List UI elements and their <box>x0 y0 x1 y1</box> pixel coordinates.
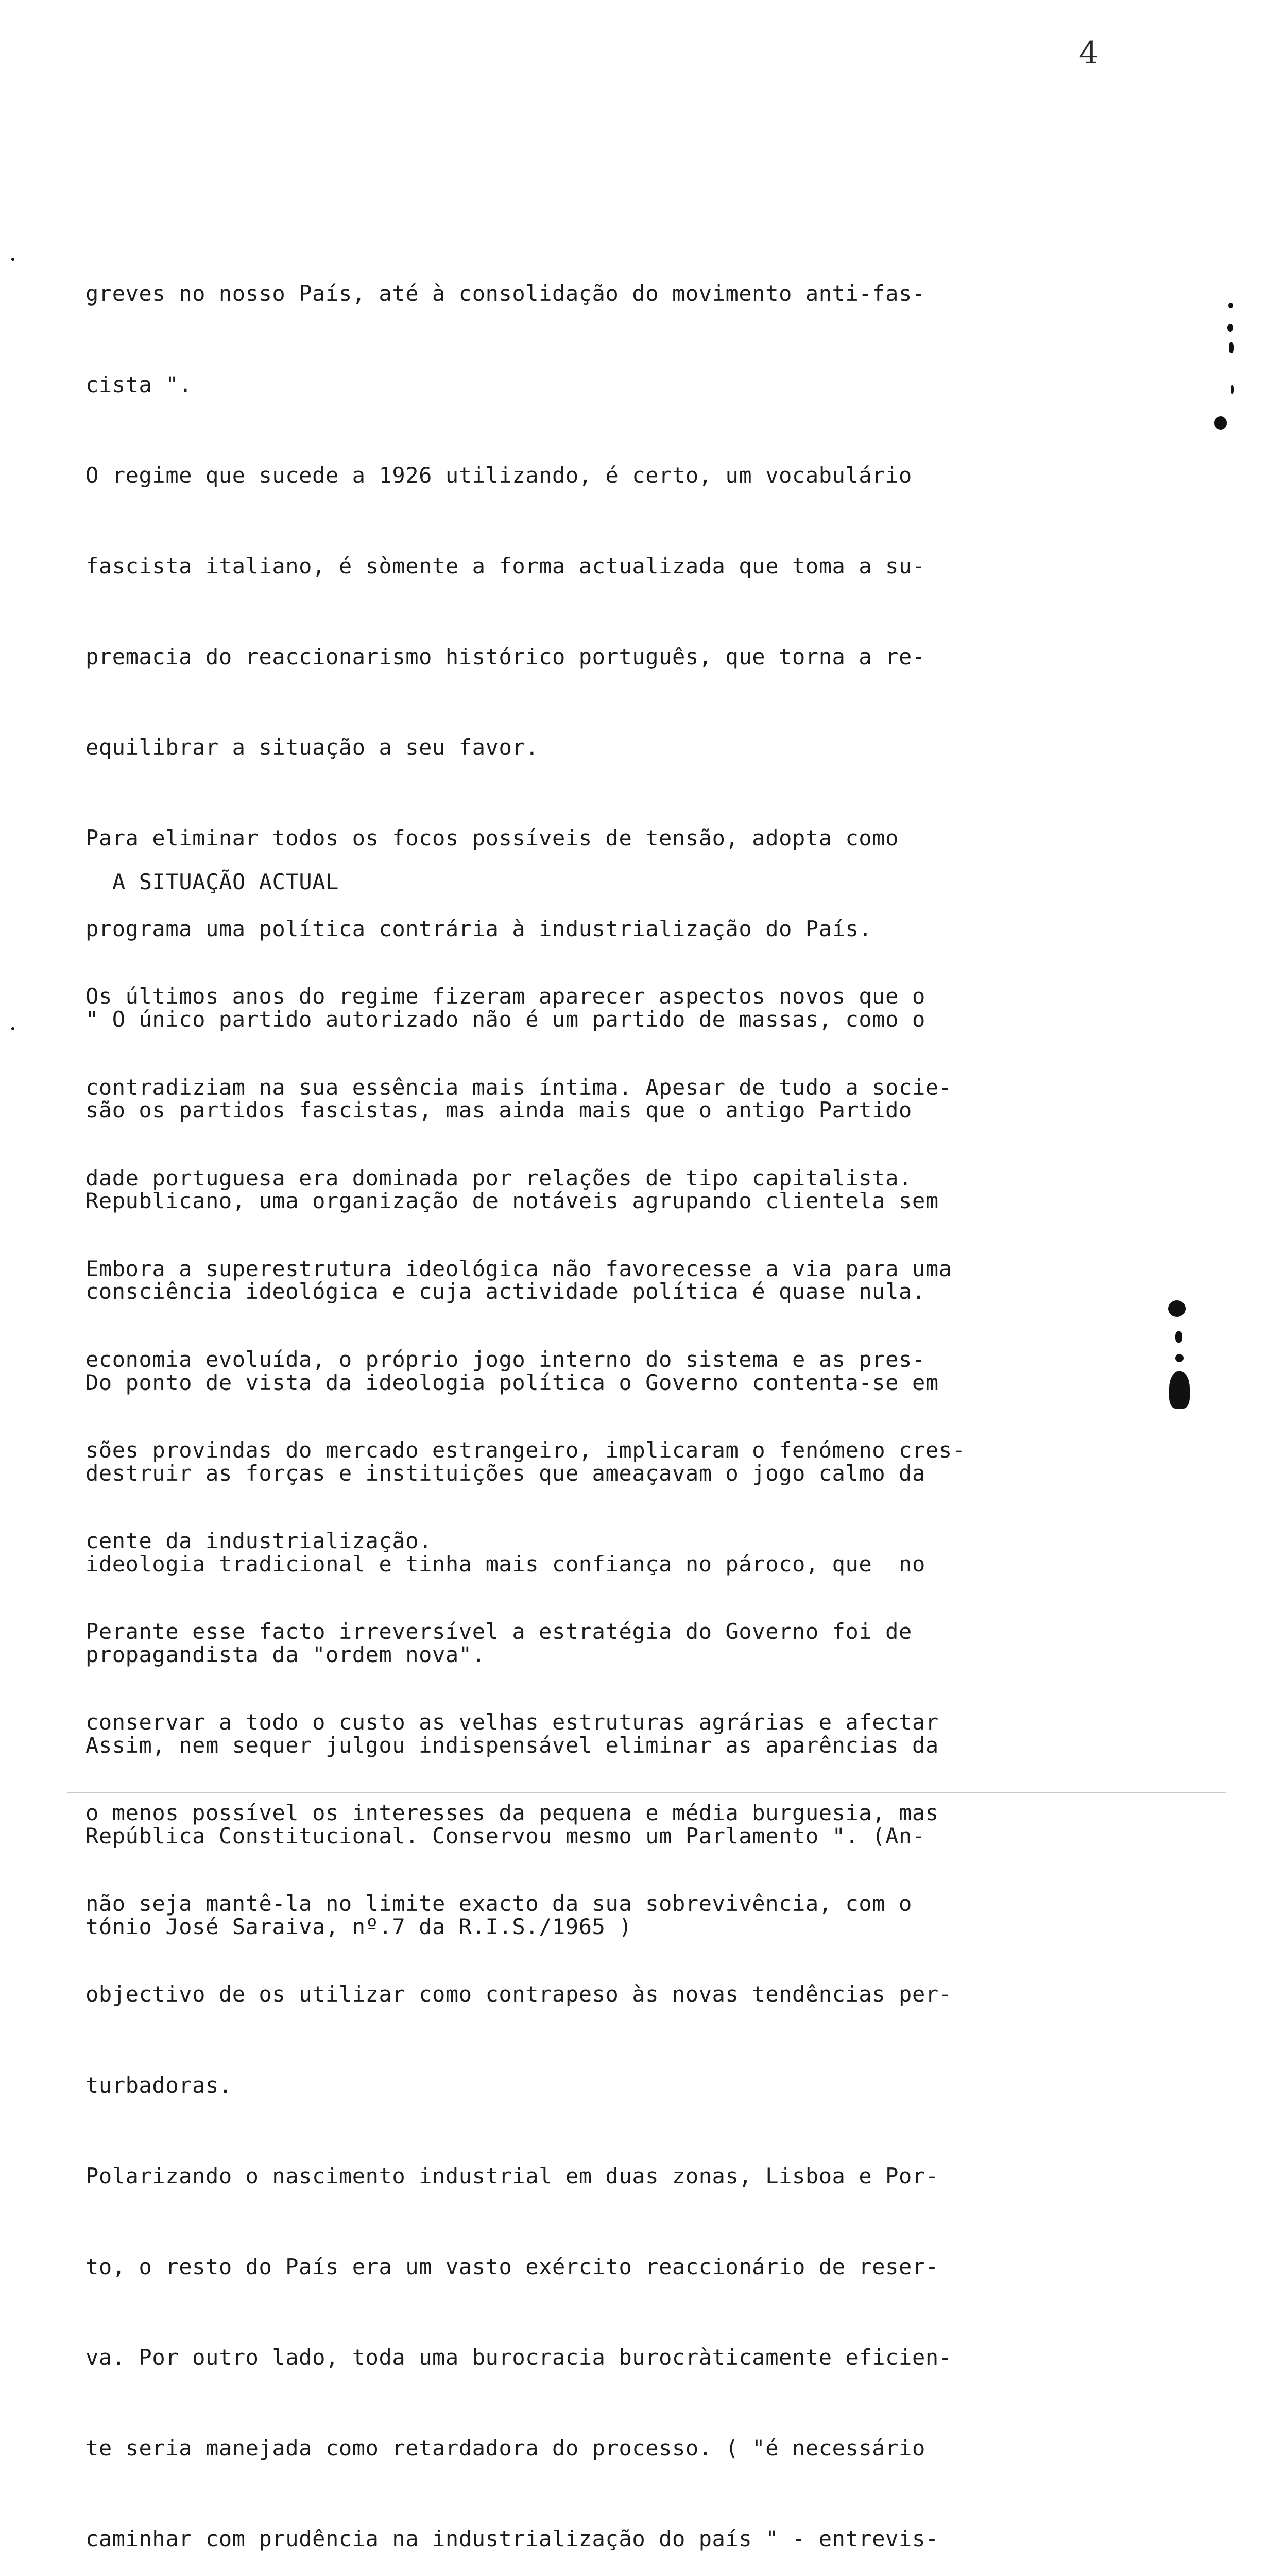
text-line: " O único partido autorizado não é um partido de massas, como o <box>85 1007 925 1032</box>
text-line: va. Por outro lado, toda uma burocracia burocràticamente eficien- <box>85 2344 952 2370</box>
text-line: greves no nosso País, até à consolidação do movimento anti-fas- <box>85 281 925 307</box>
text-line: Republicano, uma organização de notáveis agrupando clientela sem <box>85 1188 939 1214</box>
text-line: são os partidos fascistas, mas ainda mais que o antigo Partido <box>85 1097 912 1123</box>
text-line: to, o resto do País era um vasto exército reaccionário de reser- <box>85 2253 939 2279</box>
page-bottom-edge <box>67 1792 1226 1793</box>
punch-hole-mark <box>1175 1331 1182 1343</box>
section-heading: A SITUAÇÃO ACTUAL <box>112 869 339 894</box>
text-line: Para eliminar todos os focos possíveis de tensão, adopta como <box>85 825 899 851</box>
page-number: 4 <box>1079 35 1099 71</box>
body-text-bottom <box>85 921 965 2576</box>
text-line: não seja mantê-la no limite exacto da sua sobrevivência, com o <box>85 1891 912 1917</box>
punch-hole-mark <box>1231 385 1234 394</box>
text-line: te seria manejada como retardadora do processo. ( "é necessário <box>85 2435 925 2461</box>
text-line: contradiziam na sua essência mais íntima. Apesar de tudo a socie- <box>85 1074 952 1100</box>
text-line: Polarizando o nascimento industrial em duas zonas, Lisboa e Por- <box>85 2163 939 2189</box>
text-line: ideologia tradicional e tinha mais confiança no pároco, que no <box>85 1551 925 1577</box>
text-line: objectivo de os utilizar como contrapeso às novas tendências per- <box>85 1981 952 2007</box>
text-line: turbadoras. <box>85 2072 232 2098</box>
punch-hole-mark <box>1229 342 1234 353</box>
text-line: Perante esse facto irreversível a estratégia do Governo foi de <box>85 1619 912 1645</box>
text-line: O regime que sucede a 1926 utilizando, é certo, um vocabulário <box>85 462 912 488</box>
text-line: tónio José Saraiva, nº.7 da R.I.S./1965 ) <box>85 1914 632 1940</box>
punch-hole-mark <box>1175 1354 1184 1362</box>
text-line: Embora a superestrutura ideológica não favorecesse a via para uma <box>85 1256 952 1281</box>
text-line: cista ". <box>85 371 193 397</box>
margin-speck <box>11 1027 14 1030</box>
text-line: fascista italiano, é sòmente a forma actualizada que toma a su- <box>85 553 925 579</box>
text-line: Assim, nem sequer julgou indispensável eliminar as aparências da <box>85 1732 939 1758</box>
punch-hole-mark <box>1169 1371 1190 1409</box>
punch-hole-mark <box>1168 1300 1186 1317</box>
text-line: propagandista da "ordem nova". <box>85 1641 486 1667</box>
punch-hole-mark <box>1214 416 1227 430</box>
text-line: destruir as forças e instituições que ameaçavam o jogo calmo da <box>85 1460 925 1486</box>
text-line: economia evoluída, o próprio jogo interno do sistema e as pres- <box>85 1346 925 1372</box>
text-line: República Constitucional. Conservou mesmo um Parlamento ". (An- <box>85 1823 925 1849</box>
margin-speck <box>11 258 14 261</box>
text-line: Do ponto de vista da ideologia política o Governo contenta-se em <box>85 1369 939 1395</box>
text-line: caminhar com prudência na industrialização do país " - entrevis- <box>85 2526 939 2551</box>
punch-hole-mark <box>1227 324 1233 332</box>
text-line: dade portuguesa era dominada por relações de tipo capitalista. <box>85 1165 912 1191</box>
punch-hole-mark <box>1228 303 1233 308</box>
text-line: Os últimos anos do regime fizeram aparecer aspectos novos que o <box>85 984 925 1009</box>
text-line: programa uma política contrária à industrialização do País. <box>85 916 872 942</box>
text-line: consciência ideológica e cuja actividade política é quase nula. <box>85 1279 925 1304</box>
text-line: o menos possível os interesses da pequena e média burguesia, mas <box>85 1800 939 1826</box>
text-line: conservar a todo o custo as velhas estruturas agrárias e afectar <box>85 1709 939 1735</box>
text-line: premacia do reaccionarismo histórico português, que torna a re- <box>85 643 925 669</box>
text-line: cente da industrialização. <box>85 1528 433 1553</box>
text-line: equilibrar a situação a seu favor. <box>85 734 539 760</box>
text-line: sões provindas do mercado estrangeiro, implicaram o fenómeno cres- <box>85 1437 966 1463</box>
